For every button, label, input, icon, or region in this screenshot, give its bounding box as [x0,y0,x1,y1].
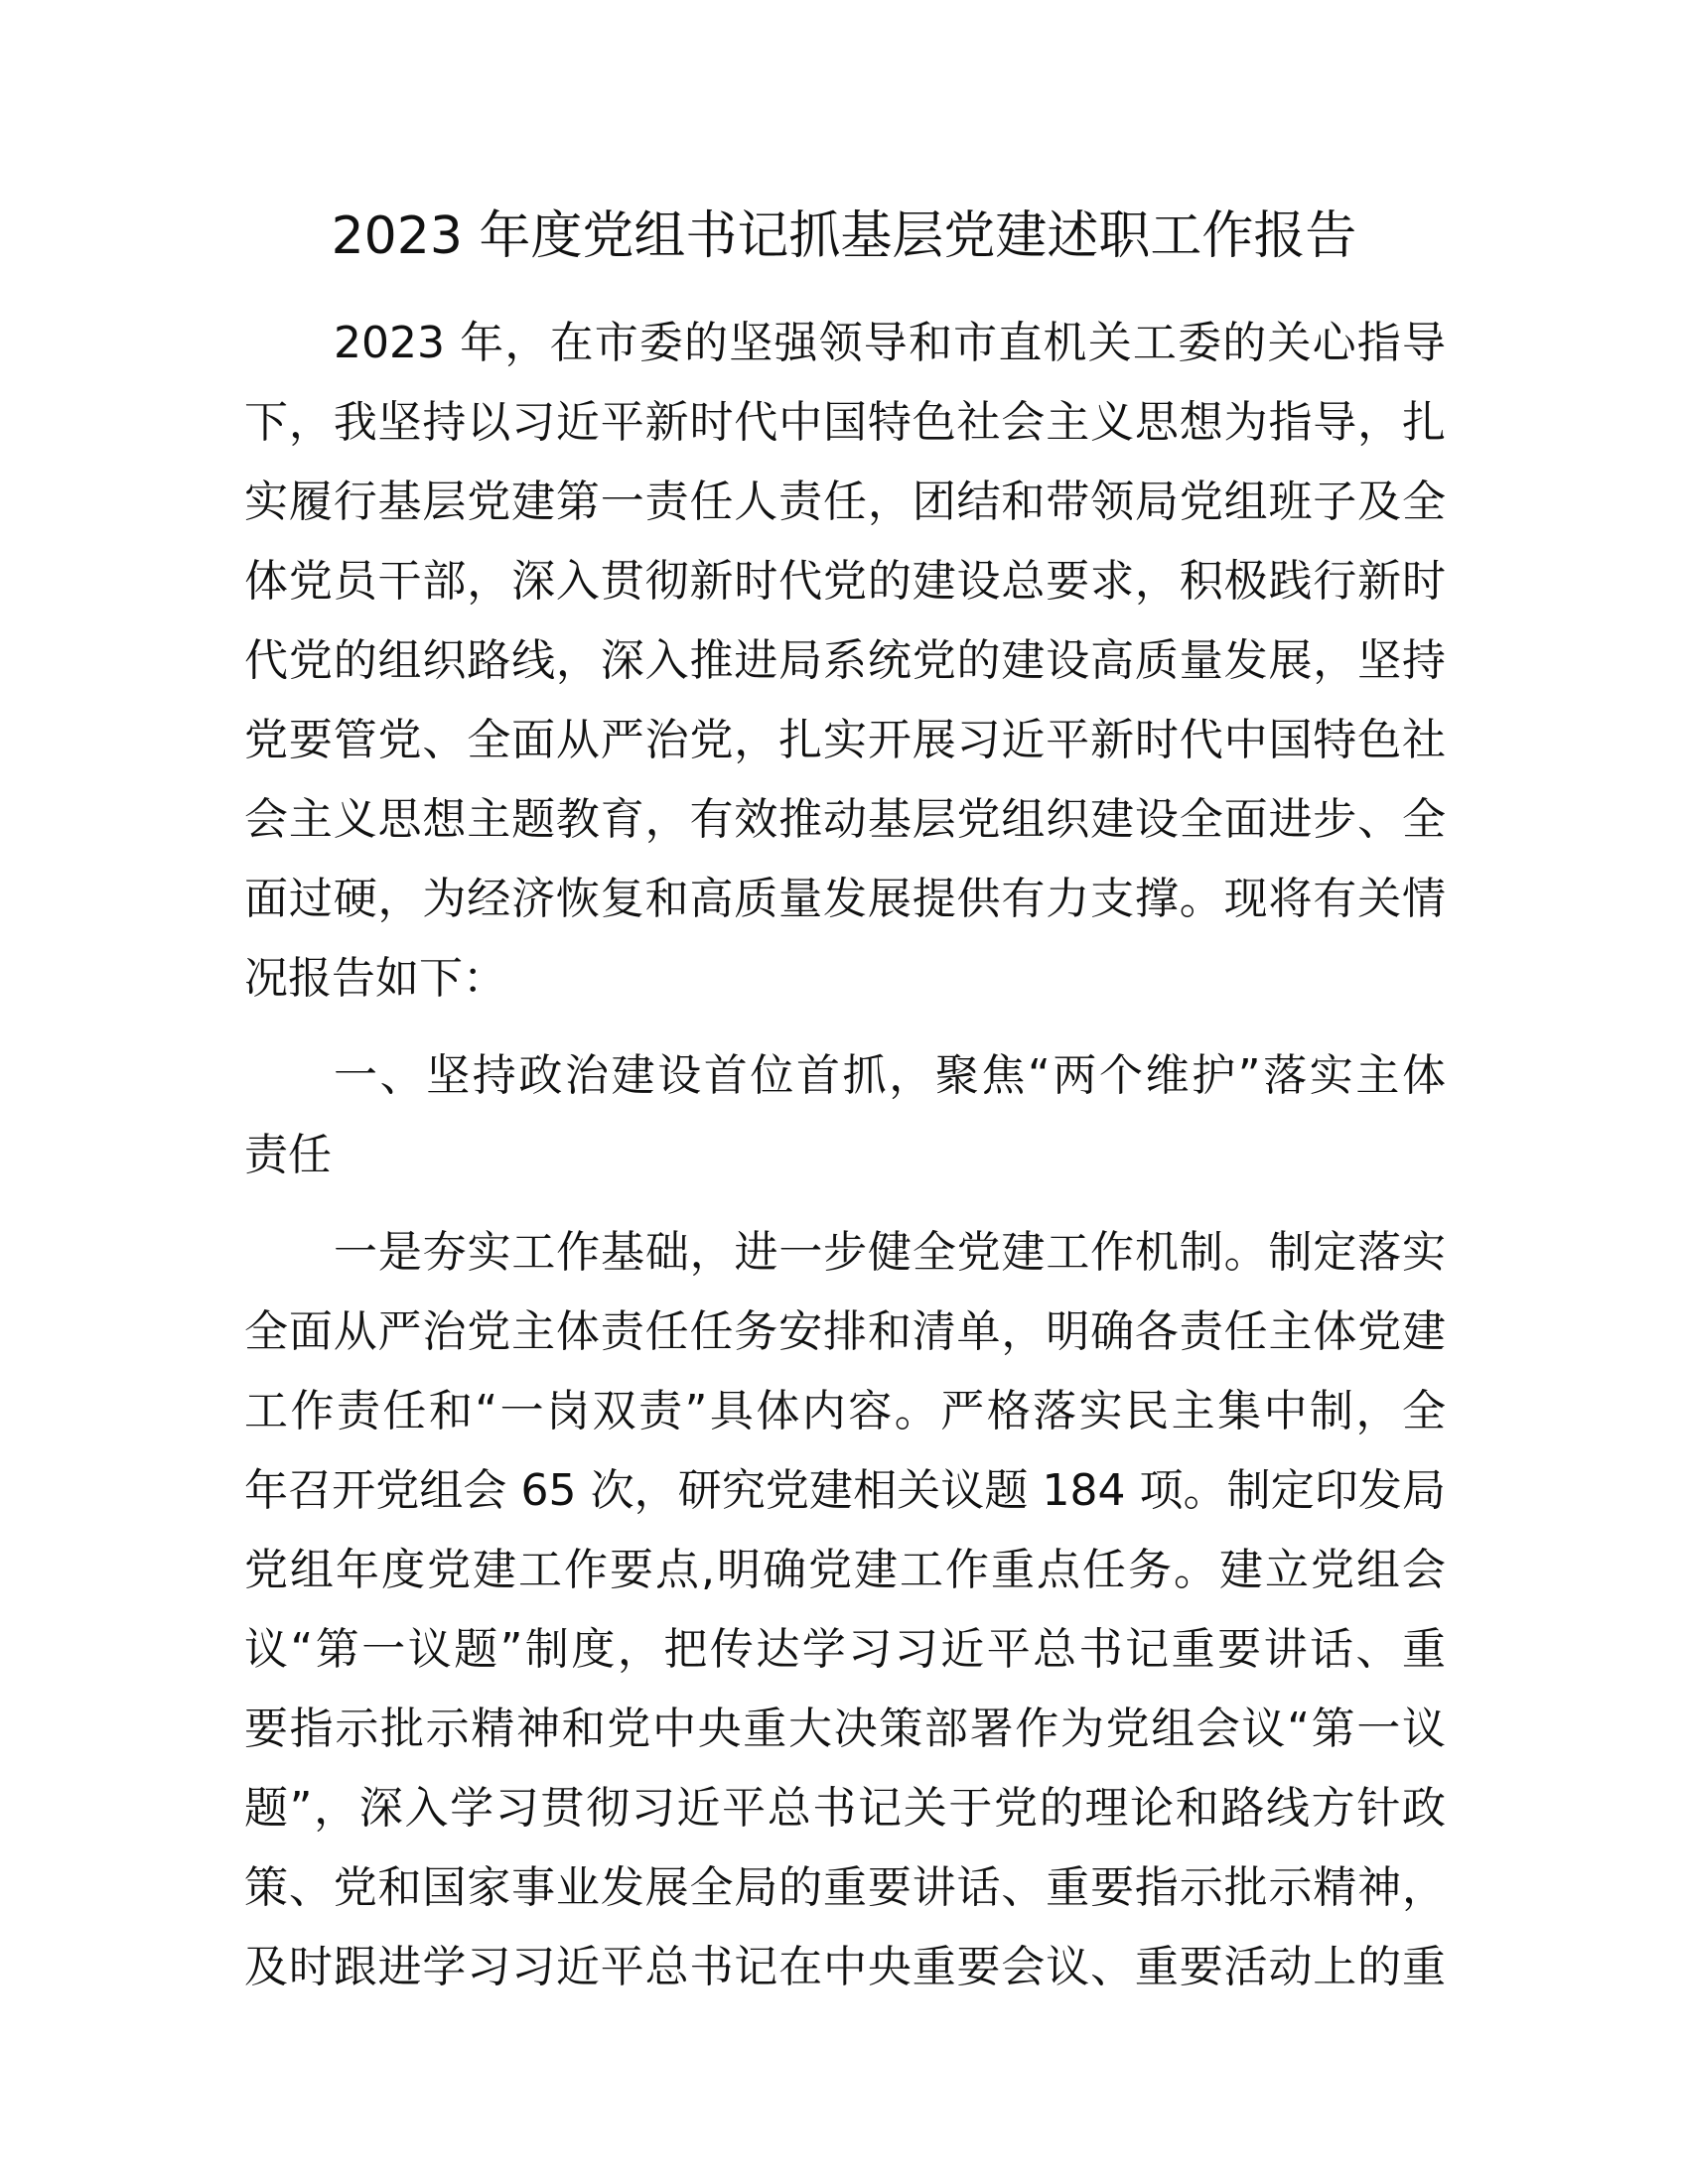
paragraph-line: 年召开党组会 65 次，研究党建相关议题 184 项。制定印发局 [244,1465,1446,1516]
document-body [244,304,1446,2007]
paragraph-line: 体党员干部，深入贯彻新时代党的建设总要求，积极践行新时 [244,556,1446,607]
paragraph-line: 工作责任和“一岗双责”具体内容。严格落实民主集中制，全 [244,1386,1446,1436]
paragraph-line: 实履行基层党建第一责任人责任，团结和带领局党组班子及全 [244,477,1446,527]
section-heading-line: 一、坚持政治建设首位首抓，聚焦“两个维护”落实主体 [334,1050,1446,1101]
document-title: 2023 年度党组书记抓基层党建述职工作报告 [331,206,1357,266]
paragraph-line: 及时跟进学习习近平总书记在中央重要会议、重要活动上的重 [244,1942,1446,1992]
paragraph-line: 会主义思想主题教育，有效推动基层党组织建设全面进步、全 [244,794,1446,845]
paragraph-spacer [244,1019,1446,1036]
section-heading-line: 责任 [244,1130,332,1180]
paragraph-line: 要指示批示精神和党中央重大决策部署作为党组会议“第一议 [244,1704,1446,1754]
paragraph-line: 况报告如下： [244,953,506,1004]
paragraph-line: 全面从严治党主体责任任务安排和清单，明确各责任主体党建 [244,1306,1446,1357]
paragraph-line: 党要管党、全面从严治党，扎实开展习近平新时代中国特色社 [244,715,1446,765]
paragraph-line: 下，我坚持以习近平新时代中国特色社会主义思想为指导，扎 [244,397,1446,448]
paragraph-line: 一是夯实工作基础，进一步健全党建工作机制。制定落实 [334,1227,1446,1278]
paragraph-line: 代党的组织路线，深入推进局系统党的建设高质量发展，坚持 [244,635,1446,686]
paragraph-line: 党组年度党建工作要点,明确党建工作重点任务。建立党组会 [244,1545,1446,1595]
paragraph-line: 议“第一议题”制度，把传达学习习近平总书记重要讲话、重 [244,1624,1446,1675]
paragraph-line: 面过硬，为经济恢复和高质量发展提供有力支撑。现将有关情 [244,874,1446,924]
paragraph-spacer [244,1195,1446,1213]
paragraph-line: 题”，深入学习贯彻习近平总书记关于党的理论和路线方针政 [244,1783,1446,1834]
paragraph-line: 策、党和国家事业发展全局的重要讲话、重要指示批示精神， [244,1862,1446,1913]
paragraph-line: 2023 年，在市委的坚强领导和市直机关工委的关心指导 [334,318,1446,368]
